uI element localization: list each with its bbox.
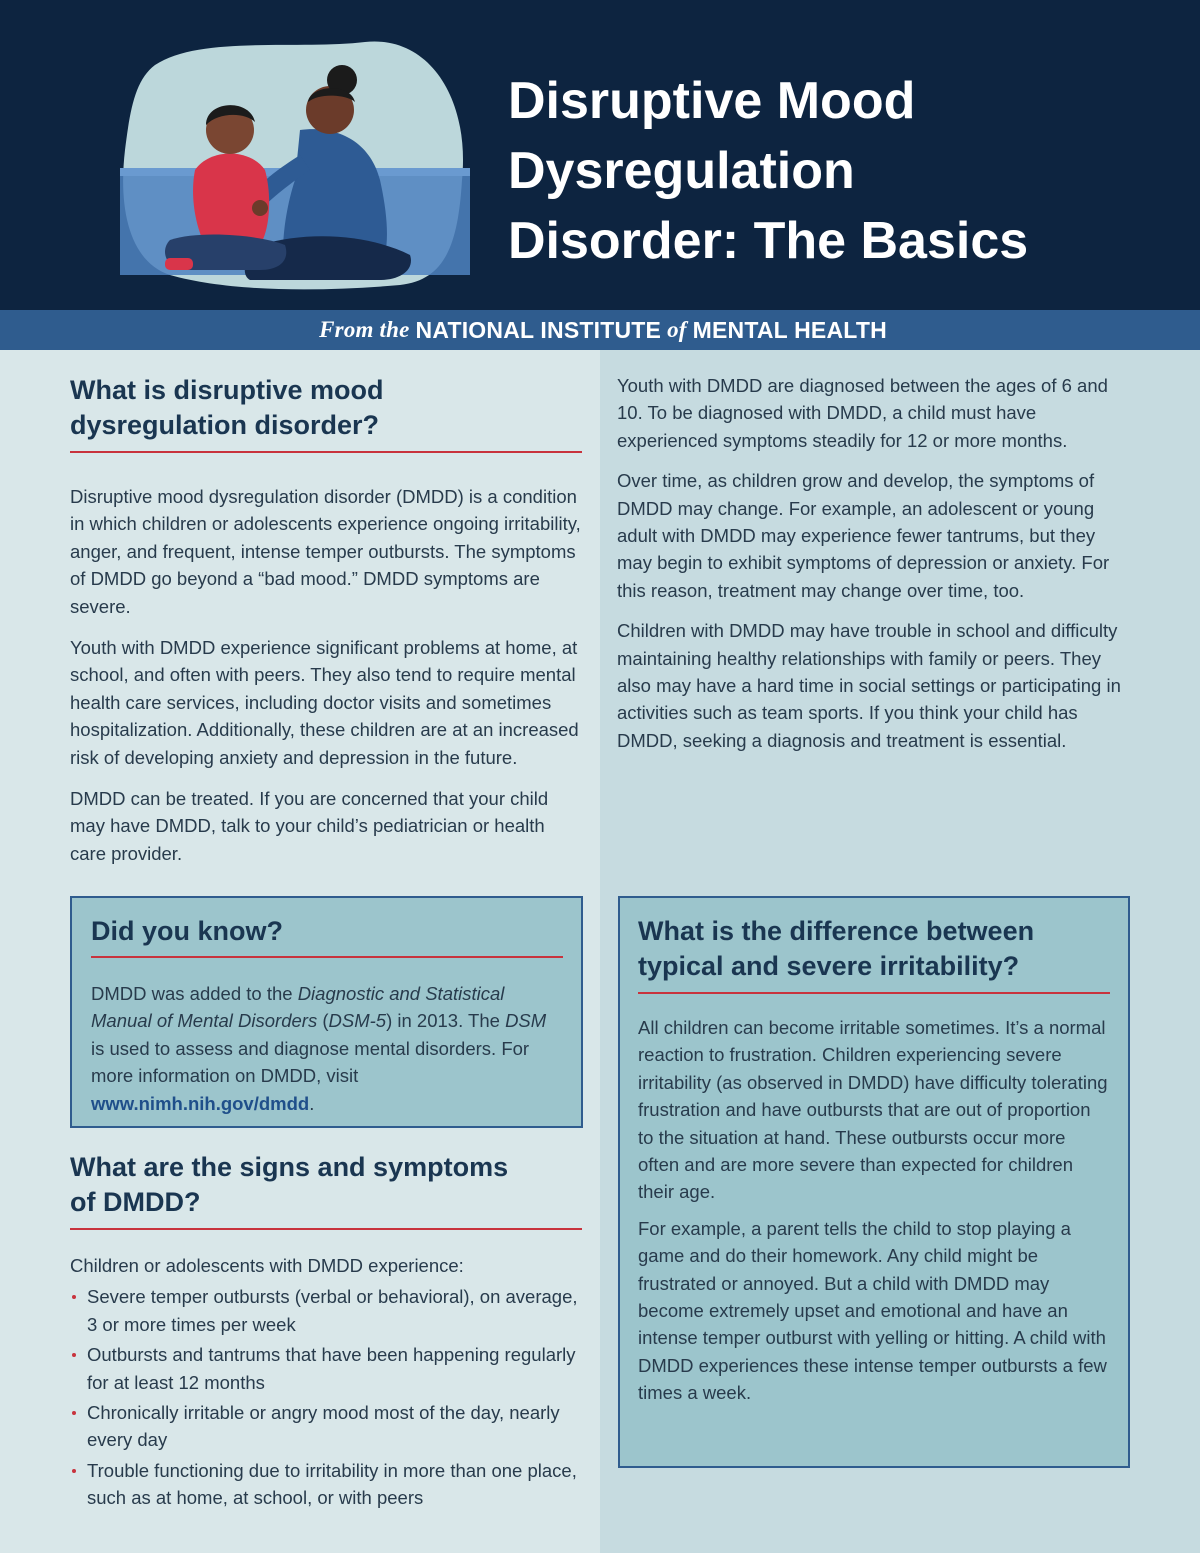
signs-heading-line-1: What are the signs and symptoms [70,1152,509,1182]
nimh-dmdd-link[interactable]: www.nimh.nih.gov/dmdd [91,1092,310,1114]
symptom-list [70,1283,582,1511]
bullet-dot [72,1353,76,1357]
what-is-paragraph-1: Disruptive mood dysregulation disorder (DMDD) is a condition in which children or adolescents experience ongoing irritability, anger, and frequent, intense temper outbursts. The symptoms of DMDD go beyond a “bad mood.” DMDD symptoms are severe. [70,486,581,617]
list-item [70,1341,582,1396]
header [0,0,1200,310]
text-segment: . [309,1092,315,1114]
dsm5-abbrev: DSM-5 [328,1010,387,1032]
difference-heading-line-2: typical and severe irritability? [638,951,1020,981]
banner-from-the: From the [319,317,410,342]
bullet-dot [72,1469,76,1473]
list-item [70,1457,582,1512]
difference-heading-line-1: What is the difference between [638,916,1035,946]
section-diagnosis [617,372,1132,754]
section-what-is-dmdd [70,373,582,867]
heading-rule [91,956,563,958]
difference-heading [638,914,1110,984]
manual-title: Diagnostic and Statistical Manual of Mental Disorders [91,983,505,1032]
heading-rule [70,1228,582,1230]
dsm-abbrev: DSM [505,1010,547,1032]
signs-heading-line-2: of DMDD? [70,1187,201,1217]
bullet-dot [72,1295,76,1299]
did-you-know-callout [70,896,583,1128]
title-line-2: Dysregulation [508,142,855,200]
diagnosis-paragraph-2: Over time, as children grow and develop, the symptoms of DMDD may change. For example, an adolescent or young adult with DMDD may experience fewer tantrums, but they may begin to exhibit symptoms of depression or anxiety. For this reason, treatment may change over time, too. [617,470,1110,601]
signs-intro: Children or adolescents with DMDD experience: [70,1255,464,1276]
bullet-dot [72,1411,76,1415]
irritability-difference-callout [618,896,1130,1468]
title-line-3: Disorder: The Basics [508,212,1029,270]
list-item [70,1283,582,1338]
text-segment: is used to assess and diagnose mental disorders. For more information on DMDD, visit [91,1037,530,1087]
heading-rule [638,992,1110,994]
list-item-text: Outbursts and tantrums that have been happening regularly for at least 12 months [87,1344,576,1393]
what-is-heading [70,373,582,443]
section-signs-symptoms [70,1150,582,1515]
text-segment: ) in 2013. The [386,1010,506,1032]
heading-rule [70,451,582,453]
mother-child-illustration [110,30,480,300]
what-is-paragraph-3: DMDD can be treated. If you are concerned that your child may have DMDD, talk to your child’s pediatrician or health care provider. [70,788,549,864]
signs-heading [70,1150,582,1220]
difference-paragraph-1: All children can become irritable sometimes. It’s a normal reaction to frustration. Children experiencing severe irritability (as observed in DMDD) have difficulty tolerating frustration and have outbursts that are out of proportion to the situation at hand. These outbursts occur more often and are more severe than expected for children their age. [638,1017,1108,1203]
did-you-know-text [91,980,563,1117]
page-title [508,66,1148,276]
title-line-1: Disruptive Mood [508,72,916,130]
text-segment: ( [317,1010,329,1032]
diagnosis-paragraph-3: Children with DMDD may have trouble in school and difficulty maintaining healthy relationships with family or peers. They also may have a hard time in social settings or participating in activities such as team sports. If you think your child has DMDD, seeking a diagnosis and treatment is essential. [617,620,1121,751]
difference-paragraph-2: For example, a parent tells the child to stop playing a game and do their homework. Any child might be frustrated or annoyed. But a child with DMDD may become extremely upset and emotional and have an intense temper outburst with yelling or hitting. A child with DMDD experiences these intense temper outbursts a few times a week. [638,1217,1107,1404]
source-banner [0,310,1200,350]
list-item-text: Severe temper outbursts (verbal or behavioral), on average, 3 or more times per week [87,1286,578,1335]
what-is-heading-line-2: dysregulation disorder? [70,410,380,440]
diagnosis-paragraph-1: Youth with DMDD are diagnosed between the ages of 6 and 10. To be diagnosed with DMDD, a child must have experienced symptoms steadily for 12 or more months. [617,375,1108,451]
banner-of: of [667,317,687,342]
what-is-paragraph-2: Youth with DMDD experience significant problems at home, at school, and often with peers. They also tend to require mental health care services, including doctor visits and sometimes hospitalization. Additionally, these children are at an increased risk of developing anxiety and depression in the future. [70,637,579,768]
list-item-text: Trouble functioning due to irritability in more than one place, such as at home, at school, or with peers [87,1459,577,1509]
list-item [70,1399,582,1454]
what-is-heading-line-1: What is disruptive mood [70,375,384,405]
did-you-know-heading: Did you know? [91,916,283,946]
banner-national-institute: NATIONAL INSTITUTE [415,316,662,343]
list-item-text: Chronically irritable or angry mood most of the day, nearly every day [87,1402,560,1451]
text-segment: DMDD was added to the [91,983,298,1004]
banner-mental-health: MENTAL HEALTH [692,316,887,343]
